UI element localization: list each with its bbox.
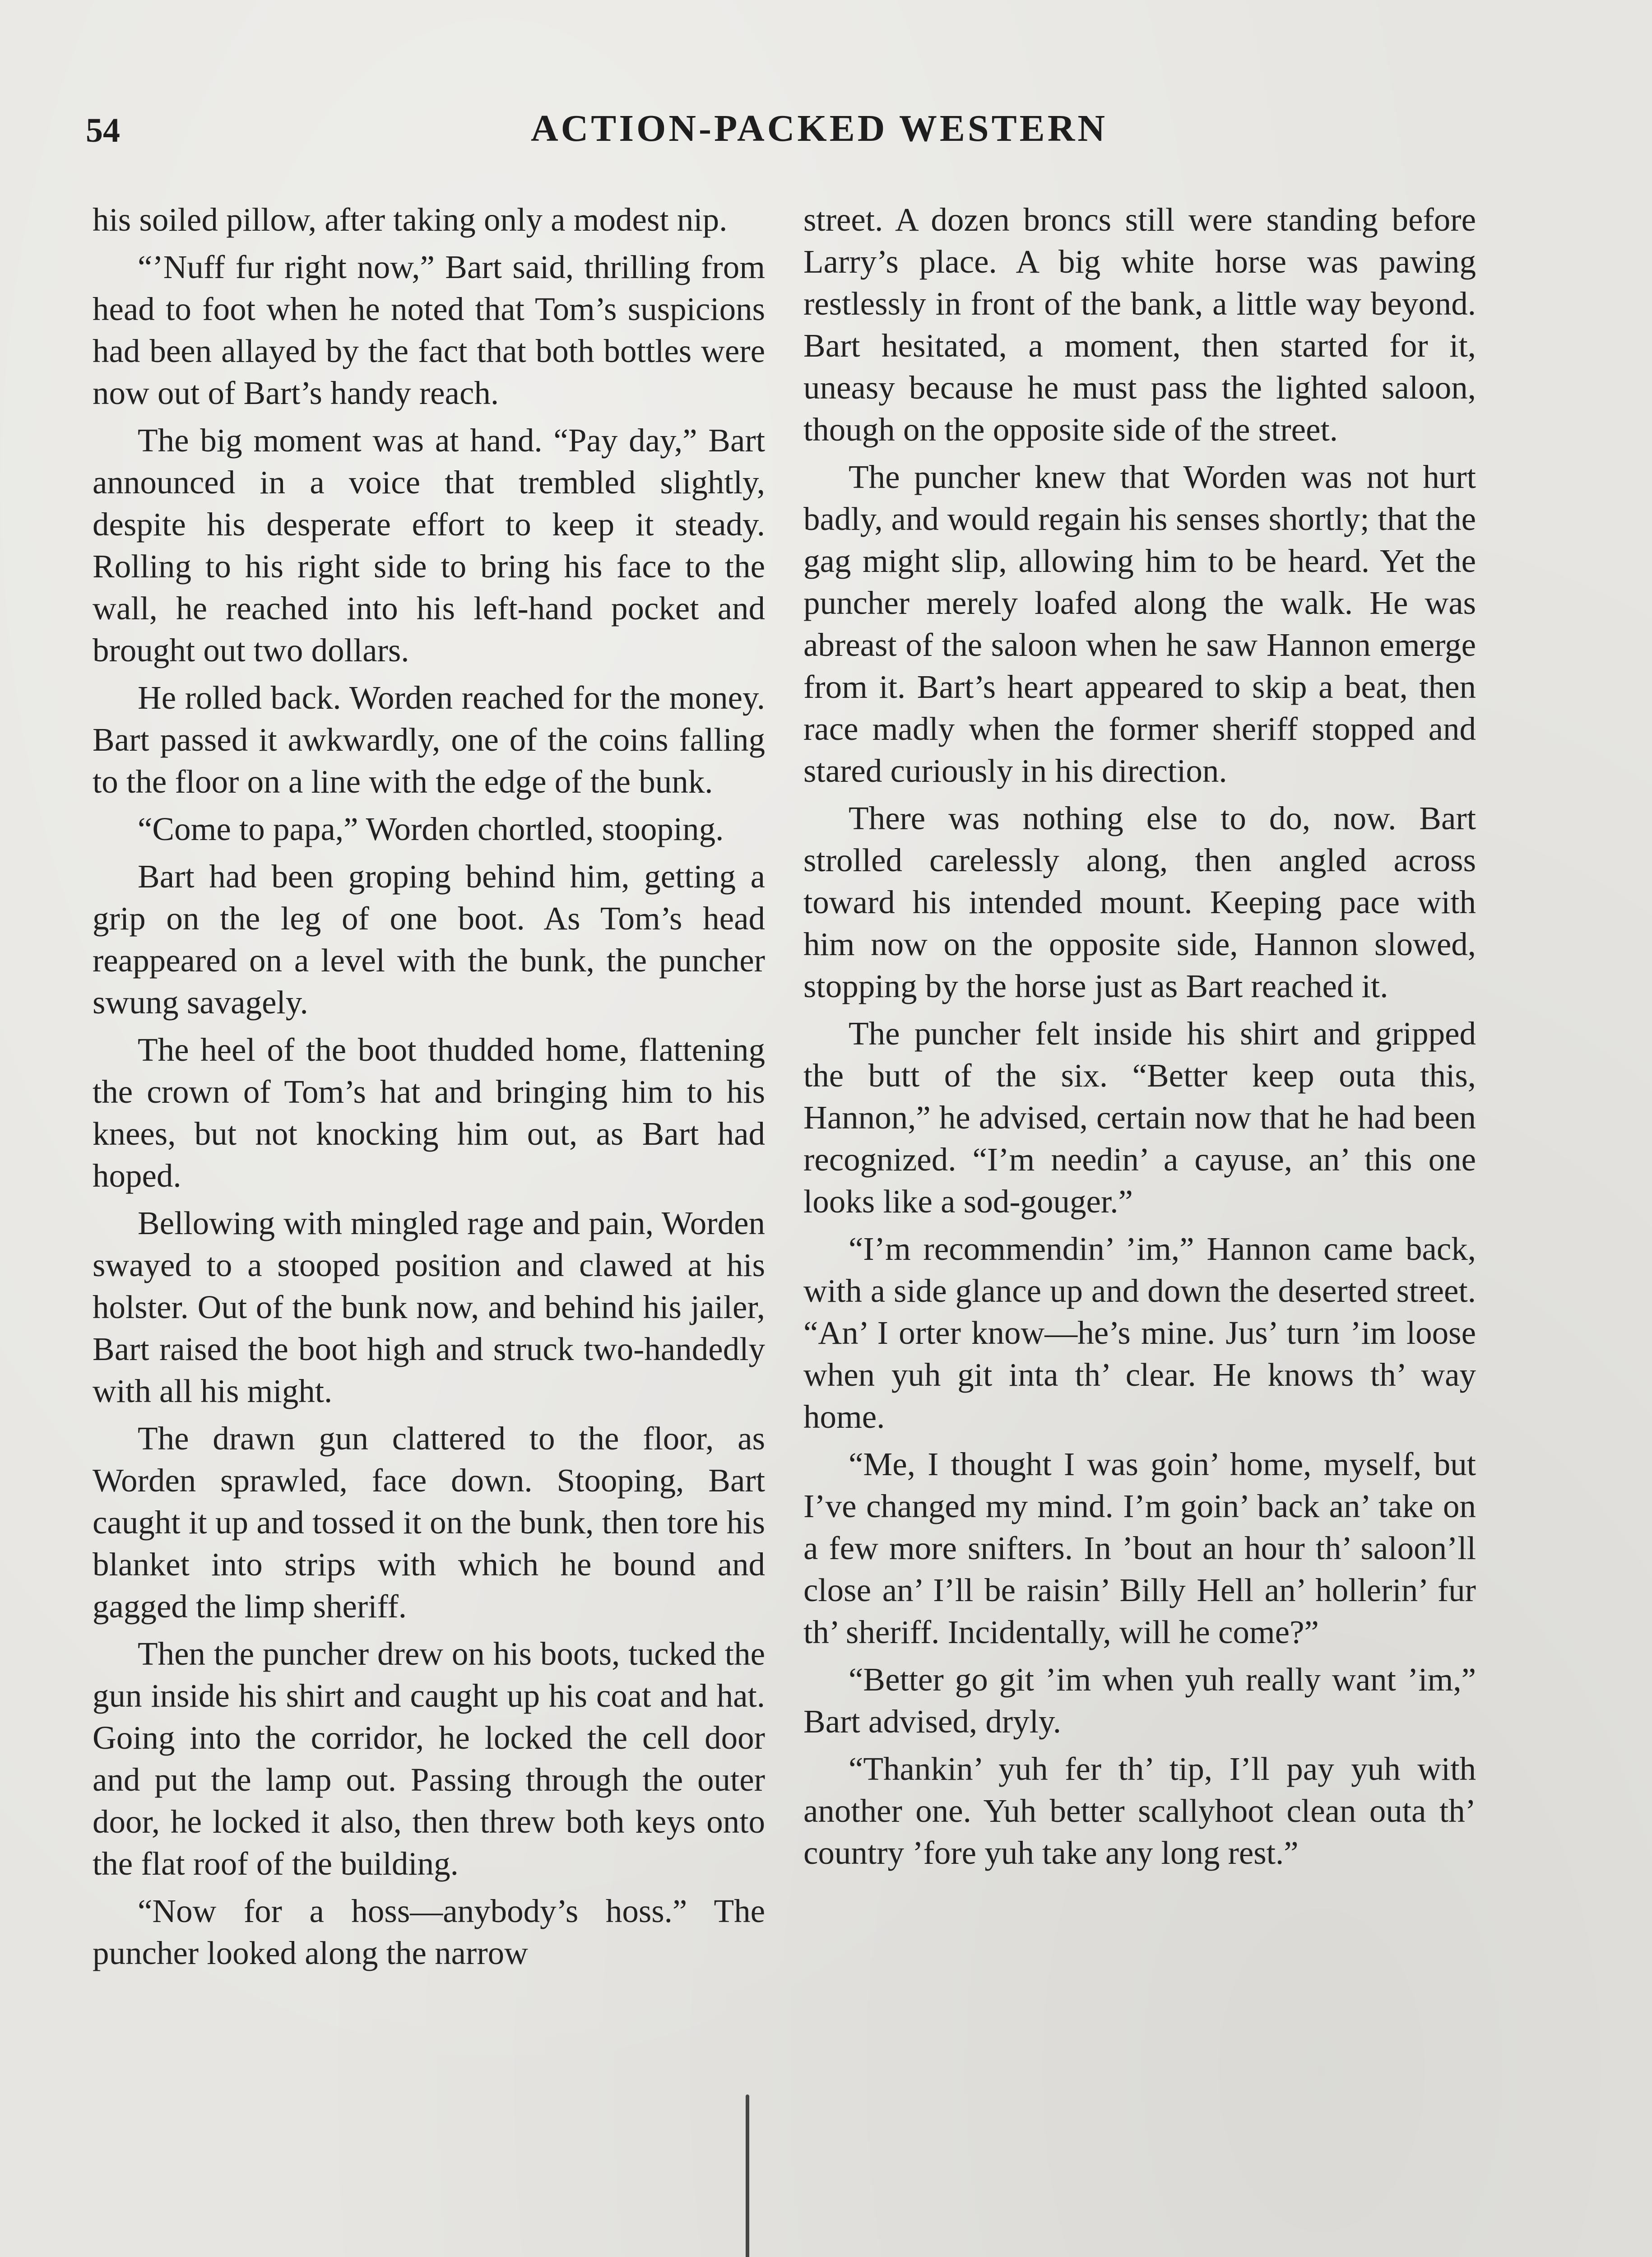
paragraph: “Me, I thought I was goin’ home, myself, but I’ve changed my mind. I’m goin’ back an’ take on a few more snifters. In ’bout an hour th’ saloon’ll close an’ I’ll be raisin’ Billy Hell an’ hollerin’ fur th’ sheriff. Incidentally, will he come?” — [803, 1446, 1476, 1650]
paragraph: The puncher knew that Worden was not hurt badly, and would regain his senses shortly; that the gag might slip, allowing him to be heard. Yet the puncher merely loafed along the walk. He was abreast of the saloon when he saw Hannon emerge from it. Bart’s heart appeared to skip a beat, then race madly when the former sheriff stopped and stared curiously in his direction. — [803, 459, 1476, 789]
page-header — [86, 100, 1476, 154]
paragraph: The drawn gun clattered to the floor, as Worden sprawled, face down. Stooping, Bart caught it up and tossed it on the bunk, then tore his blanket into strips with which he bound and gagged the limp sheriff. — [93, 1420, 765, 1625]
paragraph: “Come to papa,” Worden chortled, stooping. — [138, 811, 724, 847]
paragraph: street. A dozen broncs still were standing before Larry’s place. A big white horse was pawing restlessly in front of the bank, a little way beyond. Bart hesitated, a moment, then started for it, uneasy because he must pass the lighted saloon, though on the opposite side of the street. — [803, 201, 1476, 448]
left-column — [93, 199, 765, 1979]
paragraph: The puncher felt inside his shirt and gripped the butt of the six. “Better keep outa this, Hannon,” he advised, certain now that he had been recognized. “I’m needin’ a cayuse, an’ this one looks like a sod-gouger.” — [803, 1015, 1476, 1220]
page-number: 54 — [86, 111, 120, 149]
paragraph: Bellowing with mingled rage and pain, Worden swayed to a stooped position and clawed at his holster. Out of the bunk now, and behind his jailer, Bart raised the boot high and struck two-handedly with all his might. — [93, 1205, 765, 1409]
paragraph: “Now for a hoss—anybody’s hoss.” The puncher looked along the narrow — [93, 1893, 765, 1971]
paragraph: his soiled pillow, after taking only a modest nip. — [93, 201, 728, 238]
paragraph: “I’m recommendin’ ’im,” Hannon came back, with a side glance up and down the deserted street. “An’ I orter know—he’s mine. Jus’ turn ’im loose when yuh git inta th’ clear. He knows th’ way home. — [803, 1231, 1476, 1435]
paragraph: “Better go git ’im when yuh really want ’im,” Bart advised, dryly. — [803, 1661, 1476, 1740]
paragraph: “’Nuff fur right now,” Bart said, thrilling from head to foot when he noted that Tom’s suspicions had been allayed by the fact that both bottles were now out of Bart’s handy reach. — [93, 249, 765, 411]
pencil-mark — [746, 2094, 749, 2257]
paragraph: “Thankin’ yuh fer th’ tip, I’ll pay yuh with another one. Yuh better scallyhoot clean outa th’ country ’fore yuh take any long rest.” — [803, 1751, 1476, 1871]
paragraph: Then the puncher drew on his boots, tucked the gun inside his shirt and caught up his coat and hat. Going into the corridor, he locked the cell door and put the lamp out. Passing through the outer door, he locked it also, then threw both keys onto the flat roof of the building. — [93, 1635, 765, 1882]
running-head-title: ACTION-PACKED WESTERN — [530, 107, 1108, 149]
paragraph: He rolled back. Worden reached for the money. Bart passed it awkwardly, one of the coins falling to the floor on a line with the edge of the bunk. — [93, 679, 765, 800]
paragraph: The big moment was at hand. “Pay day,” Bart announced in a voice that trembled slightly, despite his desperate effort to keep it steady. Rolling to his right side to bring his face to the wall, he reached into his left-hand pocket and brought out two dollars. — [93, 422, 765, 669]
paragraph: Bart had been groping behind him, getting a grip on the leg of one boot. As Tom’s head reappeared on a level with the bunk, the puncher swung savagely. — [93, 858, 765, 1021]
paragraph: There was nothing else to do, now. Bart strolled carelessly along, then angled across toward his intended mount. Keeping pace with him now on the opposite side, Hannon slowed, stopping by the horse just as Bart reached it. — [803, 800, 1476, 1004]
paragraph: The heel of the boot thudded home, flattening the crown of Tom’s hat and bringing him to his knees, but not knocking him out, as Bart had hoped. — [93, 1031, 765, 1194]
right-column — [803, 199, 1476, 1879]
